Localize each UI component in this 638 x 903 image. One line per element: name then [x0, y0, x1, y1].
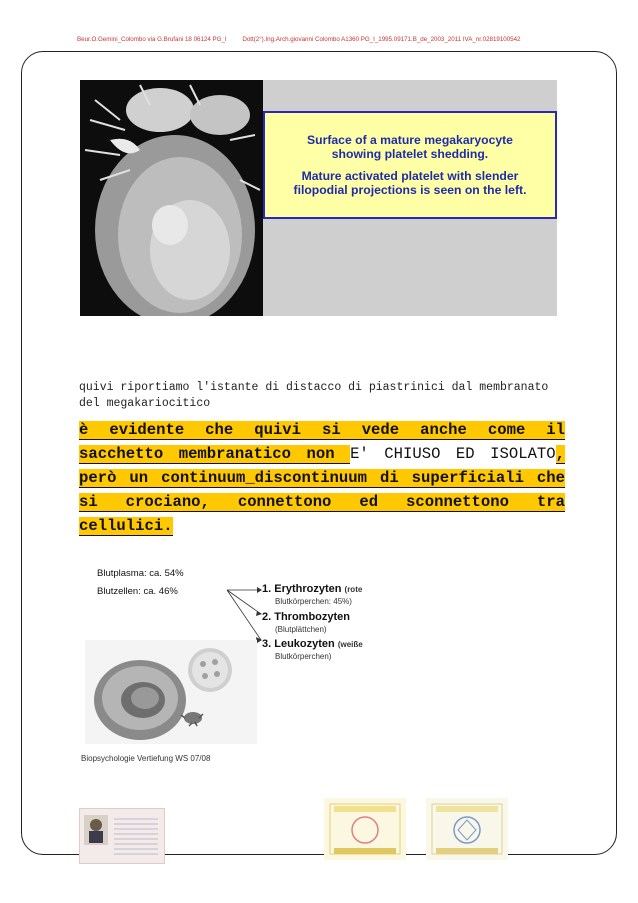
header-author: Dott(2°).Ing.Arch.giovanni Colombo A1360 PG_I_1995.09171.B_de_2003_2011 IVA_nr.02819100542 — [242, 36, 521, 43]
caption-line-3: Mature activated platelet with slender — [301, 169, 519, 183]
plain-span: E' CHIUSO ED ISOLATO — [350, 445, 556, 463]
thrombocyte-title: 2. Thrombozyten — [262, 611, 351, 623]
highlighted-paragraph — [79, 418, 565, 538]
caption-line-2: showing platelet shedding. — [331, 147, 489, 161]
figure-footer: Biopsychologie Vertiefung WS 07/08 — [81, 754, 211, 763]
seal-stamp-1 — [324, 798, 406, 860]
seal-stamp-2 — [426, 798, 508, 860]
intro-paragraph: quivi riportiamo l'istante di distacco di piastrinici dal membranato del megakariocitico — [79, 381, 549, 410]
thrombocyte-sub: (Blutplättchen) — [275, 625, 327, 634]
seal-image-2 — [426, 798, 508, 860]
blood-composition-figure — [79, 558, 375, 772]
megakaryocyte-micrograph — [80, 80, 263, 316]
header-address: Beur.O.Gemini_Colombo via G.Brufani 18 06124 PG_I — [77, 36, 227, 43]
plasma-label: Blutplasma: ca. 54% — [97, 568, 184, 579]
id-card-image — [80, 809, 164, 863]
id-card-stamp — [79, 808, 165, 864]
leukocyte-sub: Blutkörperchen) — [275, 652, 332, 661]
caption-line-4: filopodial projections is seen on the left. — [293, 183, 527, 197]
figure-caption — [263, 111, 557, 219]
page-header — [77, 36, 597, 43]
leukocyte-title: 3. Leukozyten (weiße — [262, 638, 363, 650]
megakaryocyte-figure — [80, 80, 557, 316]
arrows-icon — [225, 584, 265, 644]
cells-label: Blutzellen: ca. 46% — [97, 586, 178, 597]
seal-image-1 — [324, 798, 406, 860]
blood-cells-micrograph — [85, 640, 257, 744]
caption-line-1: Surface of a mature megakaryocyte — [307, 133, 513, 147]
highlight-span-1: è evidente che quivi si vede anche come il sacchetto membranatico non — [79, 421, 565, 463]
highlight-span-2: , però un continuum_discontinuum di superficiali che si crociano, connettono ed sconnettono tra cellulici. — [79, 445, 565, 535]
erythrocyte-sub: Blutkörperchen: 45%) — [275, 597, 352, 606]
erythrocyte-title: 1. Erythrozyten (rote — [262, 583, 363, 595]
